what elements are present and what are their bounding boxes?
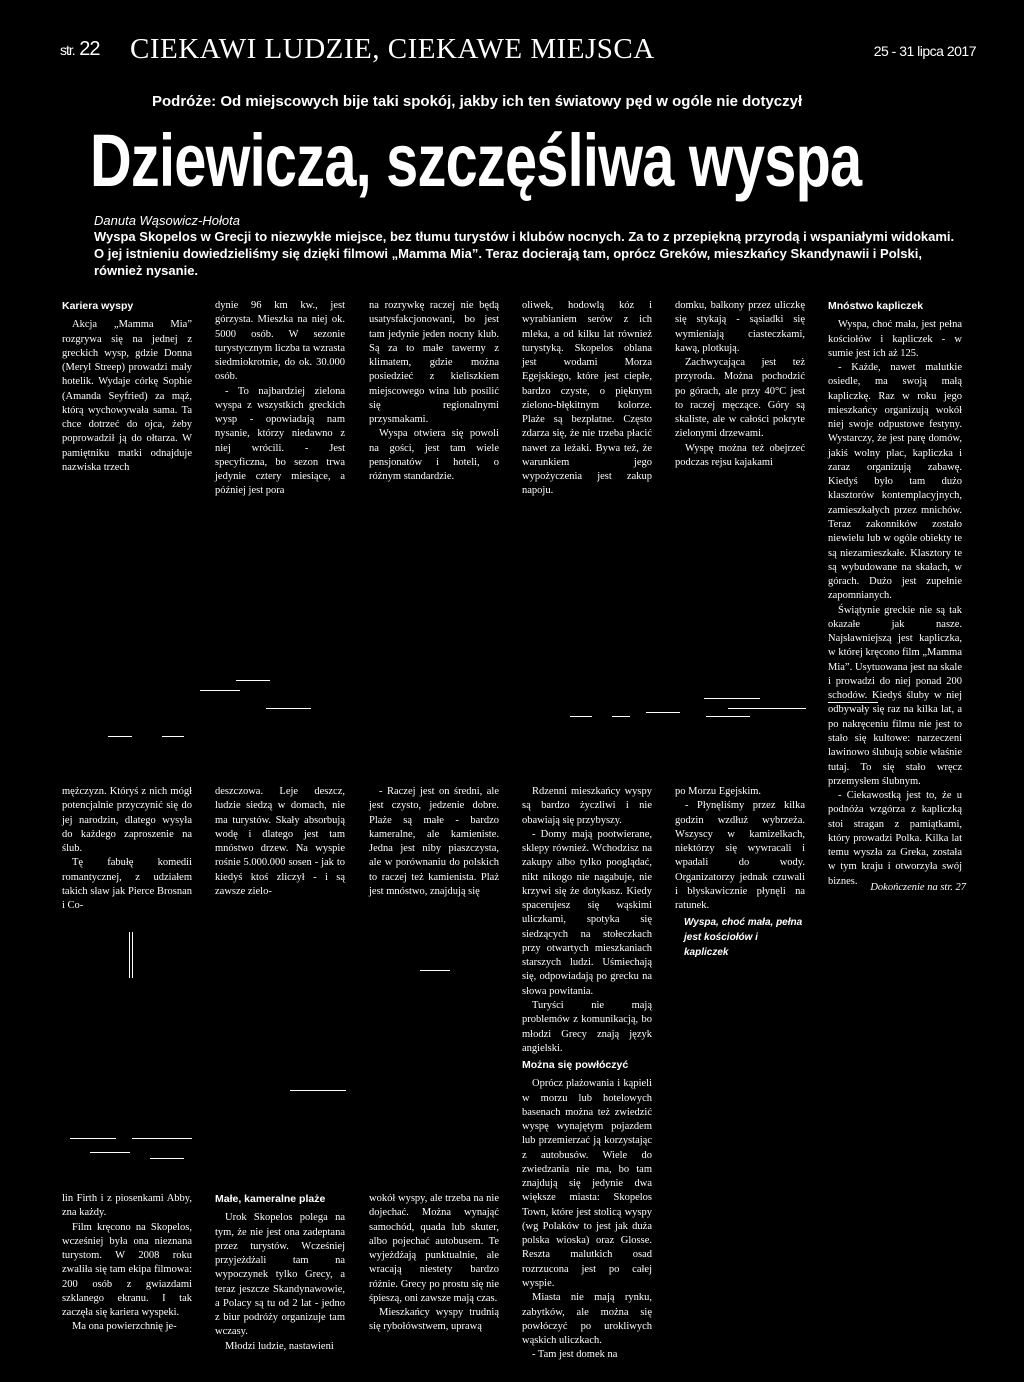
paragraph: - Tam jest domek na: [532, 1349, 618, 1361]
remnant-line: [132, 932, 133, 978]
photo-caption: Wyspa, choć mała, pełna jest kościołów i kapliczek: [684, 917, 803, 958]
article-kicker: Podróże: Od miejscowych bije taki spokój, jakby ich ten światowy pęd w ogóle nie dotyczył: [152, 93, 803, 110]
top-column-1: [62, 299, 192, 475]
paragraph: Mieszkańcy wyspy trudnią się rybołówstwem, uprawą: [369, 1307, 499, 1333]
page-number-value: 22: [79, 38, 100, 60]
paragraph: Film kręcono na Skopelos, wcześniej była ona nieznana turystom. W 2008 roku zwaliła się tam ekipa filmowa: 200 osób z gwiazdami szklanego ekranu. I tak zaczęła się kariera wyspeki.: [62, 1221, 192, 1319]
paragraph: - Ciekawostką jest to, że u podnóża wzgórza z kapliczką stoi stragan z pamiątkami, który prowadzi Polka. Kilka lat temu wyszła za Greka, została w tym kraju i otworzyła swój biznes.: [828, 790, 962, 887]
bottom-column-3: [369, 1192, 499, 1335]
subheading-kapliczki: Mnóstwo kapliczek: [828, 300, 924, 312]
paragraph: Wyspę można też obejrzeć podczas rejsu kajakami: [675, 442, 805, 468]
mid-column-3: [369, 785, 499, 899]
mid-column-5: [675, 785, 805, 913]
paragraph: deszczowa. Leje deszcz, ludzie siedzą w domach, nie ma turystów. Skały absorbują wodę i dlatego jest tam mnóstwo drzew. Na wyspie rośnie 5.000.000 sosen - jak to kiedyś ktoś zliczył - i są zawsze zielo-: [215, 786, 345, 897]
paragraph: Rdzenni mieszkańcy wyspy są bardzo życzliwi i nie obawiają się przybyszy.: [522, 786, 652, 826]
paragraph: Akcja „Mamma Mia” rozgrywa się na jednej z greckich wysp, gdzie Donna (Meryl Streep) prowadzi mały hotelik. Wydaje córkę Sophie (Amanda Seyfried) za mąż, którą wychowywała sama. Ta chce dotrzeć do ojca, żeby poprowadził ją do ołtarza. W pamiętniku matki odnajduje nazwiska trzech: [62, 319, 192, 473]
paragraph: Ma ona powierzchnię je-: [72, 1321, 177, 1333]
article-author: Danuta Wąsowicz-Hołota: [94, 213, 240, 228]
paragraph: Urok Skopelos polega na tym, że nie jest ona zadeptana przez turystów. Wcześniej przyjeżdżali tam na wypoczynek tylko Grecy, a teraz jeszcze Skandynawowie, a Polacy są tu od 2 lat - jedno z biur podróży organizuje tam wczasy.: [215, 1212, 345, 1338]
paragraph: - Domy mają pootwierane, sklepy również. Wchodzisz na zakupy albo tylko pooglądać, nikt nikogo nie nagabuje, nie krzywi się że dotykasz. Kiedy spacerujesz się wąskimi uliczkami, spotyka się siedzących na stołeczkach przy otwartych mieszkaniach starszych ludzi. Uśmiechają się, odpowiadają po grecku na słowa powitania.: [522, 828, 652, 997]
remnant-line: [108, 736, 132, 737]
paragraph: - Każde, nawet malutkie osiedle, ma swoją małą kapliczkę. Raz w roku jego mieszkańcy organizują wokół niej swoje odpustowe festyny. Wystarczy, że jest parę domów, jakiś wolny plac, kapliczka i zaraz organizują zabawę. Kiedyś było tam dużo klasztorów kontemplacyjnych, zamieszkałych przez mnichów. Teraz zakonników zostało niewielu lub w ogóle obiekty te są niezamieszkałe. Klasztory te są wybudowane na skałach, w górach. Dużo jest zupełnie zapomnianych.: [828, 362, 962, 602]
remnant-line: [646, 712, 680, 713]
paragraph: Młodzi ludzie, nastawieni: [225, 1340, 334, 1352]
bottom-column-2: [215, 1192, 345, 1354]
page-number: [60, 38, 99, 61]
subheading-plaze: Małe, kameralne plaże: [215, 1193, 326, 1205]
paragraph: Wyspa otwiera się powoli na gości, jest tam wiele pensjonatów i hoteli, o różnym standardzie.: [369, 428, 499, 483]
remnant-line: [150, 1158, 184, 1159]
remnant-line: [290, 1090, 346, 1091]
paragraph: mężczyzn. Któryś z nich mógł potencjalnie przyczynić się do jej narodzin, dlatego wysyła do każdego zaproszenie na ślub.: [62, 786, 192, 855]
article-headline: Dziewicza, szczęśliwa wyspa: [90, 119, 862, 202]
paragraph: oliwek, hodowlą kóz i wyrabianiem serów z ich mleka, a od kilku lat również turystyką. Skopelos oblana jest wodami Morza Egejskiego, które jest ciepłe, bardzo czyste, o pięknym zielono-błękitnym kolorze. Plaże są bezpłatne. Często zdarza się, że nie trzeba płacić nawet za leżaki. Bywa też, że warunkiem jego wypożyczenia jest zakup napoju.: [522, 300, 652, 497]
top-column-4: [522, 299, 652, 499]
remnant-line: [612, 716, 630, 717]
paragraph: Świątynie greckie nie są tak okazałe jak nasze. Najsławniejszą jest kapliczka, w której kręcono film „Mamma Mia”. Usytuowana jest na skale i prowadzi do niej ponad 200 schodów. Kiedyś śluby w niej odbywały się raz na kilka lat, a po nakręceniu filmu nie jest to stało się kultowe: narzeczeni lawinowo ślubują sobie właśnie tutaj. To się stało wręcz przemysłem ślubnym.: [828, 604, 962, 787]
remnant-line: [129, 932, 130, 978]
remnant-line: [266, 708, 311, 709]
remnant-line: [570, 716, 592, 717]
paragraph: Miasta nie mają rynku, zabytków, ale można się powłóczyć po urokliwych wąskich uliczkach.: [522, 1292, 652, 1347]
remnant-line: [706, 716, 750, 717]
paragraph: na rozrywkę raczej nie będą usatysfakcjonowani, bo jest tam jedynie jeden nocny klub. Są za to małe tawerny z klimatem, gdzie można posiedzieć z kieliszkiem miejscowego wina lub posilić się regionalnymi przysmakami.: [369, 300, 499, 426]
remnant-line: [162, 736, 184, 737]
paragraph: po Morzu Egejskim.: [675, 786, 762, 797]
issue-date: 25 - 31 lipca 2017: [873, 43, 976, 59]
bottom-column-4: [522, 1058, 652, 1363]
paragraph: Oprócz plażowania i kąpieli w morzu lub hotelowych basenach można też zwiedzić wyspę wynajętym pojazdem lub przemierzać ją korzystając z autobusów. Wiele do zwiedzania nie ma, bo tam znajdują się jedynie dwa większe miasta: Skopelos Town, które jest stolicą wyspy (wg Polaków to jest jak duża polska wioska) oraz Glosse. Reszta malutkich osad rozrzucona jest po całej wyspie.: [522, 1078, 652, 1289]
paragraph: - Raczej jest on średni, ale jest czysto, jedzenie dobre. Plaże są małe - bardzo kameralne, ale kamieniste. Jedna jest niby piaszczysta, ale w porównaniu do polskich to raczej też kamienista. Plaż jest mnóstwo, znajdują się: [369, 786, 499, 897]
remnant-line: [828, 702, 878, 703]
remnant-line: [420, 970, 450, 971]
mid-column-2: [215, 785, 345, 899]
paragraph: Tę fabułę komedii romantycznej, z udziałem takich sław jak Pierce Brosnan i Co-: [62, 857, 192, 912]
mid-column-1: [62, 785, 192, 913]
paragraph: Wyspa, choć mała, jest pełna kościołów i kapliczek - w sumie jest ich aż 125.: [828, 319, 962, 359]
mid-column-4: [522, 785, 652, 1056]
continuation-note: Dokończenie na str. 27: [870, 882, 966, 893]
paragraph: wokół wyspy, ale trzeba na nie dojechać. Można wynająć samochód, quada lub skuter, albo pojechać autobusem. Te wyjeżdżają punktualnie, ale wracają niestety bardzo różnie. Grecy po prostu się nie śpieszą, oni zawsze mają czas.: [369, 1193, 499, 1304]
subheading-kariera: Kariera wyspy: [62, 300, 134, 312]
top-column-5: [675, 299, 805, 470]
top-column-6: [828, 299, 962, 889]
remnant-line: [200, 690, 240, 691]
remnant-line: [704, 698, 760, 699]
top-column-2: [215, 299, 345, 499]
remnant-line: [70, 1138, 116, 1139]
paragraph: domku, balkony przez uliczkę się stykają - sąsiadki się wymieniają ciasteczkami, kawą, plotkują.: [675, 300, 805, 354]
paragraph: lin Firth i z piosenkami Abby, zna każdy.: [62, 1193, 192, 1219]
remnant-line: [132, 1138, 192, 1139]
page-label: str.: [60, 42, 75, 58]
bottom-column-1: [62, 1192, 192, 1335]
paragraph: Turyści nie mają problemów z komunikacją, bo młodzi Grecy znają język angielski.: [522, 999, 652, 1054]
remnant-line: [728, 708, 806, 709]
top-column-3: [369, 299, 499, 484]
article-lead: Wyspa Skopelos w Grecji to niezwykłe miejsce, bez tłumu turystów i klubów nocnych. Za to z przepiękną przyrodą i wspaniałymi widokami. O jej istnieniu dowiedzieliśmy się dzięki filmowi „Mamma Mia”. Teraz docierają tam, oprócz Greków, mieszkańcy Skandynawii i Polski, również nysanie.: [94, 229, 955, 279]
remnant-line: [90, 1152, 130, 1153]
paragraph: - To najbardziej zielona wyspa z wszystkich greckich wysp - opowiadają nam nysanie, którzy niedawno z niej wrócili. - Jest specyficzna, bo sezon trwa jedynie cztery miesiące, a później jest pora: [215, 385, 345, 497]
paragraph: - Płynęliśmy przez kilka godzin wzdłuż wybrzeża. Wszyscy w kamizelkach, niektórzy się wywracali i wpadali do wody. Organizatorzy jednak czuwali i błyskawicznie płynęli na ratunek.: [675, 800, 805, 912]
subheading-powloczyc: Można się powłóczyć: [522, 1059, 629, 1071]
remnant-line: [236, 680, 270, 681]
paragraph: dynie 96 km kw., jest górzysta. Mieszka na niej ok. 5000 osób. W sezonie turystycznym liczba ta wzrasta siedmiokrotnie, do ok. 30.000 osób.: [215, 300, 345, 383]
paragraph: Zachwycająca jest też przyroda. Można pochodzić po górach, ale przy 40°C jest to raczej męczące. Góry są skaliste, ale w całości pokryte zielonymi drzewami.: [675, 357, 805, 440]
section-title: CIEKAWI LUDZIE, CIEKAWE MIEJSCA: [130, 33, 655, 65]
